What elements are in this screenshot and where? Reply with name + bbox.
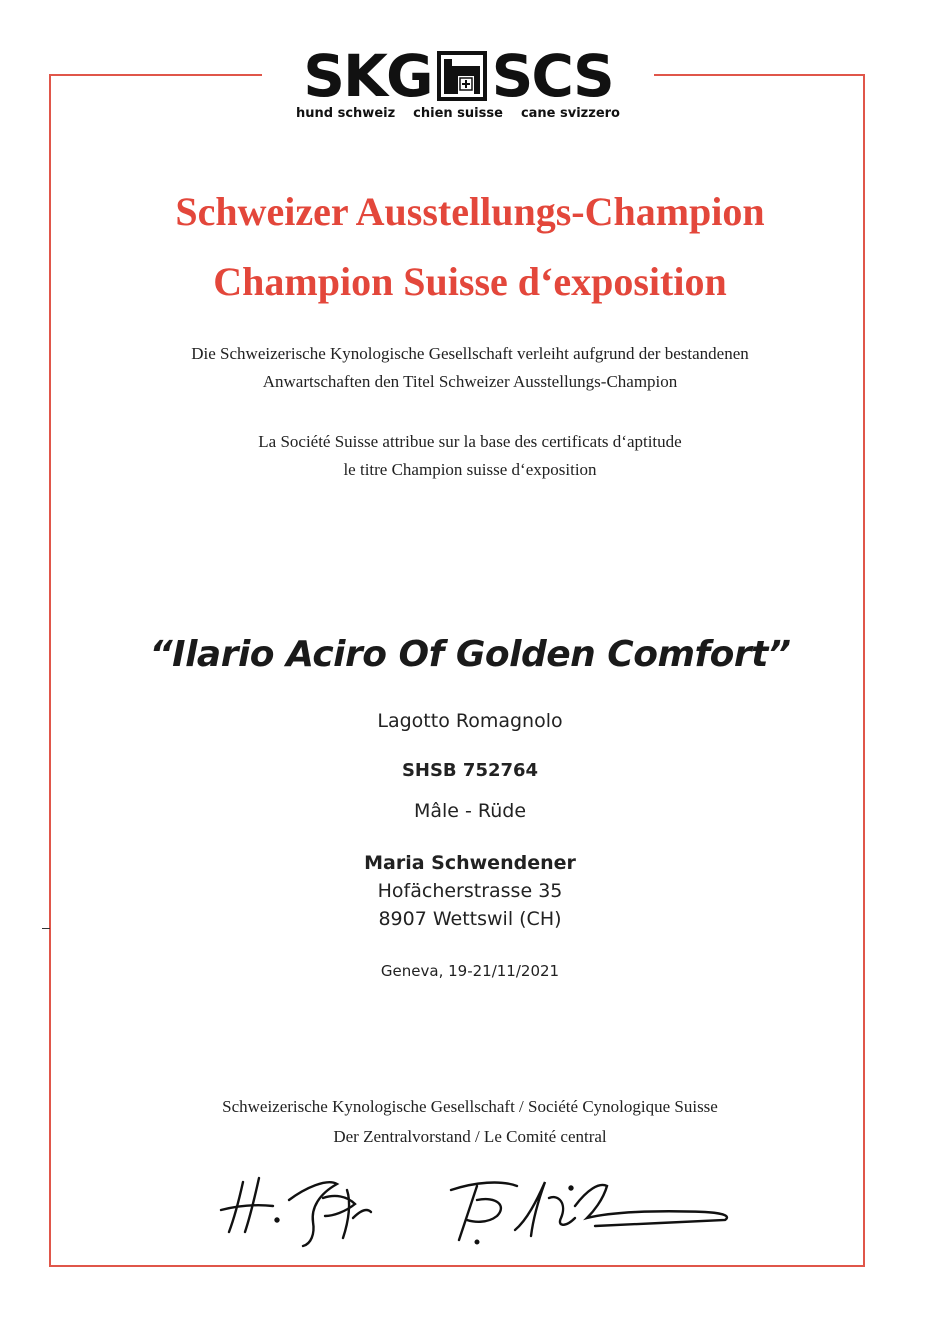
text-german-line1: Die Schweizerische Kynologische Gesellschaft verleiht aufgrund der bestandenen: [191, 344, 749, 363]
text-german: [0, 340, 940, 396]
footer-organisation: Schweizerische Kynologische Gesellschaft / Société Cynologique Suisse: [222, 1097, 718, 1116]
text-french-line2: le titre Champion suisse d‘exposition: [343, 460, 597, 479]
dog-emblem-icon: [436, 50, 488, 102]
footer: [0, 1092, 940, 1152]
signature-right: [451, 1182, 727, 1243]
owner-street: Hofächerstrasse 35: [377, 880, 563, 902]
footer-committee: Der Zentralvorstand / Le Comité central: [333, 1127, 607, 1146]
logo-subtitle-de: hund schweiz: [296, 106, 396, 121]
logo-subtitle-it: cane svizzero: [520, 106, 620, 121]
logo-subtitle-fr: chien suisse: [413, 106, 503, 121]
logo-skg-text: SKG: [303, 42, 432, 110]
title-german: Schweizer Ausstellungs-Champion: [175, 189, 765, 234]
dog-name: “Ilario Aciro Of Golden Comfort”: [149, 634, 791, 675]
signatures: [215, 1160, 745, 1250]
event-place-date: Geneva, 19-21/11/2021: [380, 962, 560, 980]
registration-number: SHSB 752764: [401, 760, 539, 781]
dog-breed: Lagotto Romagnolo: [377, 710, 563, 732]
logo-scs-text: SCS: [491, 42, 613, 110]
title-french: Champion Suisse d‘exposition: [213, 259, 727, 304]
text-french: [0, 428, 940, 484]
skg-scs-logo: [262, 42, 654, 130]
text-german-line2: Anwartschaften den Titel Schweizer Ausstellungs-Champion: [262, 372, 678, 391]
text-french-line1: La Société Suisse attribue sur la base des certificats d‘aptitude: [258, 432, 682, 451]
owner-name: Maria Schwendener: [364, 852, 576, 874]
owner-city: 8907 Wettswil (CH): [378, 908, 562, 930]
dog-sex: Mâle - Rüde: [413, 800, 527, 822]
signature-left: [221, 1178, 371, 1246]
